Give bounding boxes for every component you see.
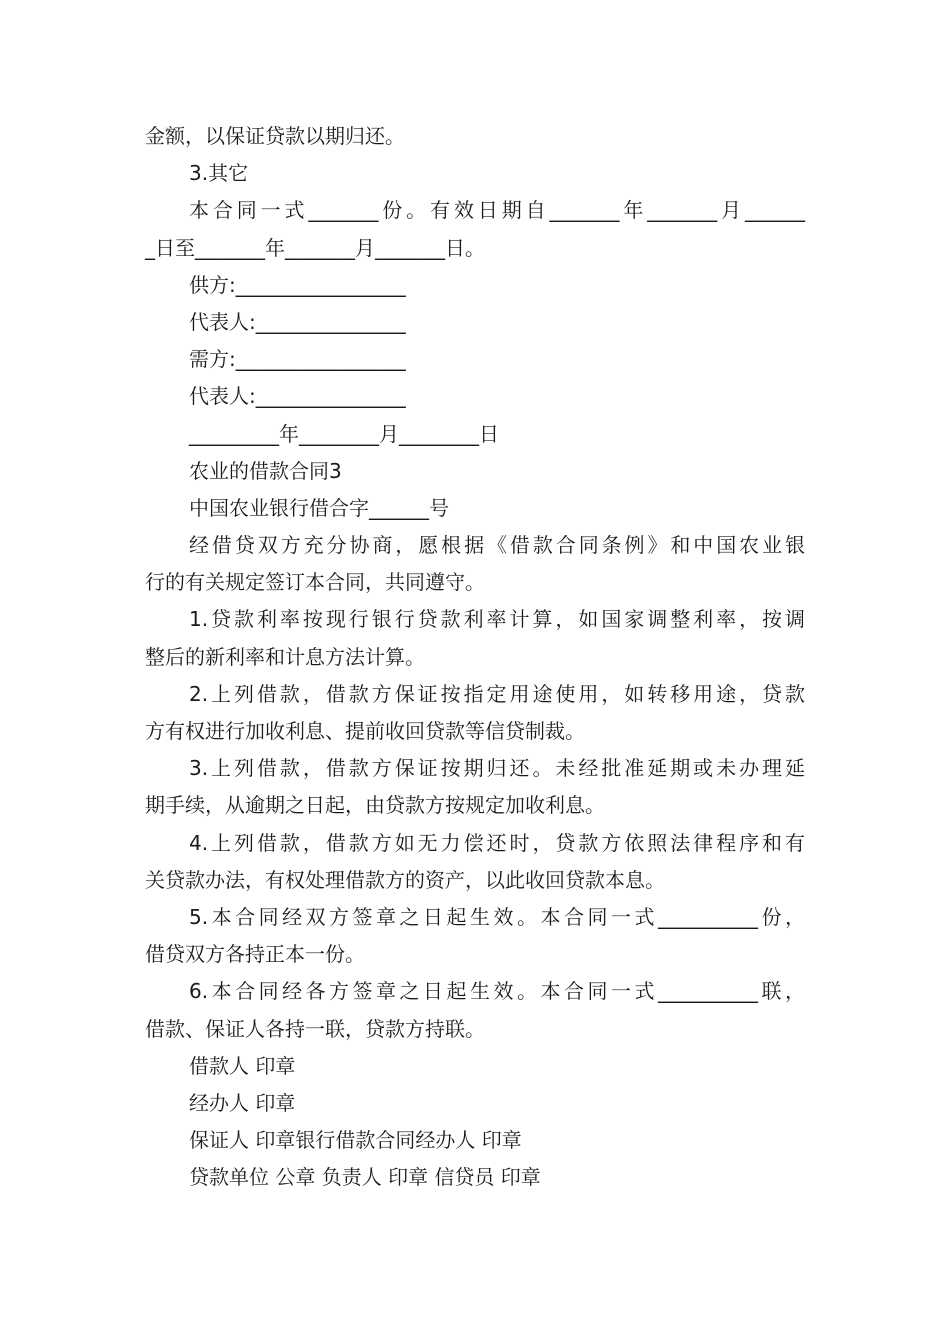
clause-line: 借贷双方各持正本一份。 (145, 942, 365, 967)
clause-line: 期手续，从逾期之日起，由贷款方按规定加收利息。 (145, 793, 605, 818)
clause-line: 关贷款办法，有权处理借款方的资产，以此收回贷款本息。 (145, 867, 665, 892)
document-body (145, 118, 805, 1196)
clause-line: 方有权进行加收利息、提前收回贷款等信贷制裁。 (145, 719, 585, 743)
text-line: 经借贷双方充分协商，愿根据《借款合同条例》和中国农业银 (189, 533, 805, 558)
clause-line: 1.贷款利率按现行银行贷款利率计算，如国家调整利率，按调 (189, 607, 805, 632)
signature-line: 贷款单位 公章 负责人 印章 信贷员 印章 (189, 1165, 541, 1190)
clause-line: 整后的新利率和计息方法计算。 (145, 644, 425, 669)
signature-line: 保证人 印章银行借款合同经办人 印章 (189, 1128, 522, 1153)
signature-line: 借款人 印章 (189, 1053, 296, 1078)
clause-line: 借款、保证人各持一联，贷款方持联。 (145, 1016, 485, 1041)
clause-line: 4.上列借款，借款方如无力偿还时，贷款方依照法律程序和有 (189, 830, 805, 855)
clause-line: 6.本合同经各方签章之日起生效。本合同一式__________联， (189, 979, 805, 1004)
text-line: 行的有关规定签订本合同，共同遵守。 (145, 570, 485, 595)
supplier-field: 供方:_________________ (189, 272, 406, 297)
clause-line: 3.上列借款，借款方保证按期归还。未经批准延期或未办理延 (189, 756, 805, 781)
buyer-field: 需方:_________________ (189, 347, 406, 372)
text-line: _日至_______年_______月_______日。 (145, 235, 485, 260)
text-line: 本合同一式_______份。有效日期自_______年_______月______ (189, 198, 805, 223)
text-line: 金额，以保证贷款以期归还。 (145, 124, 405, 148)
date-field: _________年________月________日 (189, 421, 499, 446)
section-title: 农业的借款合同3 (189, 458, 342, 483)
contract-number: 中国农业银行借合字______号 (189, 495, 449, 520)
buyer-representative-field: 代表人:_______________ (189, 384, 406, 409)
supplier-representative-field: 代表人:_______________ (189, 309, 406, 334)
signature-line: 经办人 印章 (189, 1090, 296, 1115)
clause-line: 2.上列借款，借款方保证按指定用途使用，如转移用途，贷款 (189, 681, 805, 706)
section-heading: 3.其它 (189, 161, 249, 186)
clause-line: 5.本合同经双方签章之日起生效。本合同一式__________份， (189, 904, 805, 929)
